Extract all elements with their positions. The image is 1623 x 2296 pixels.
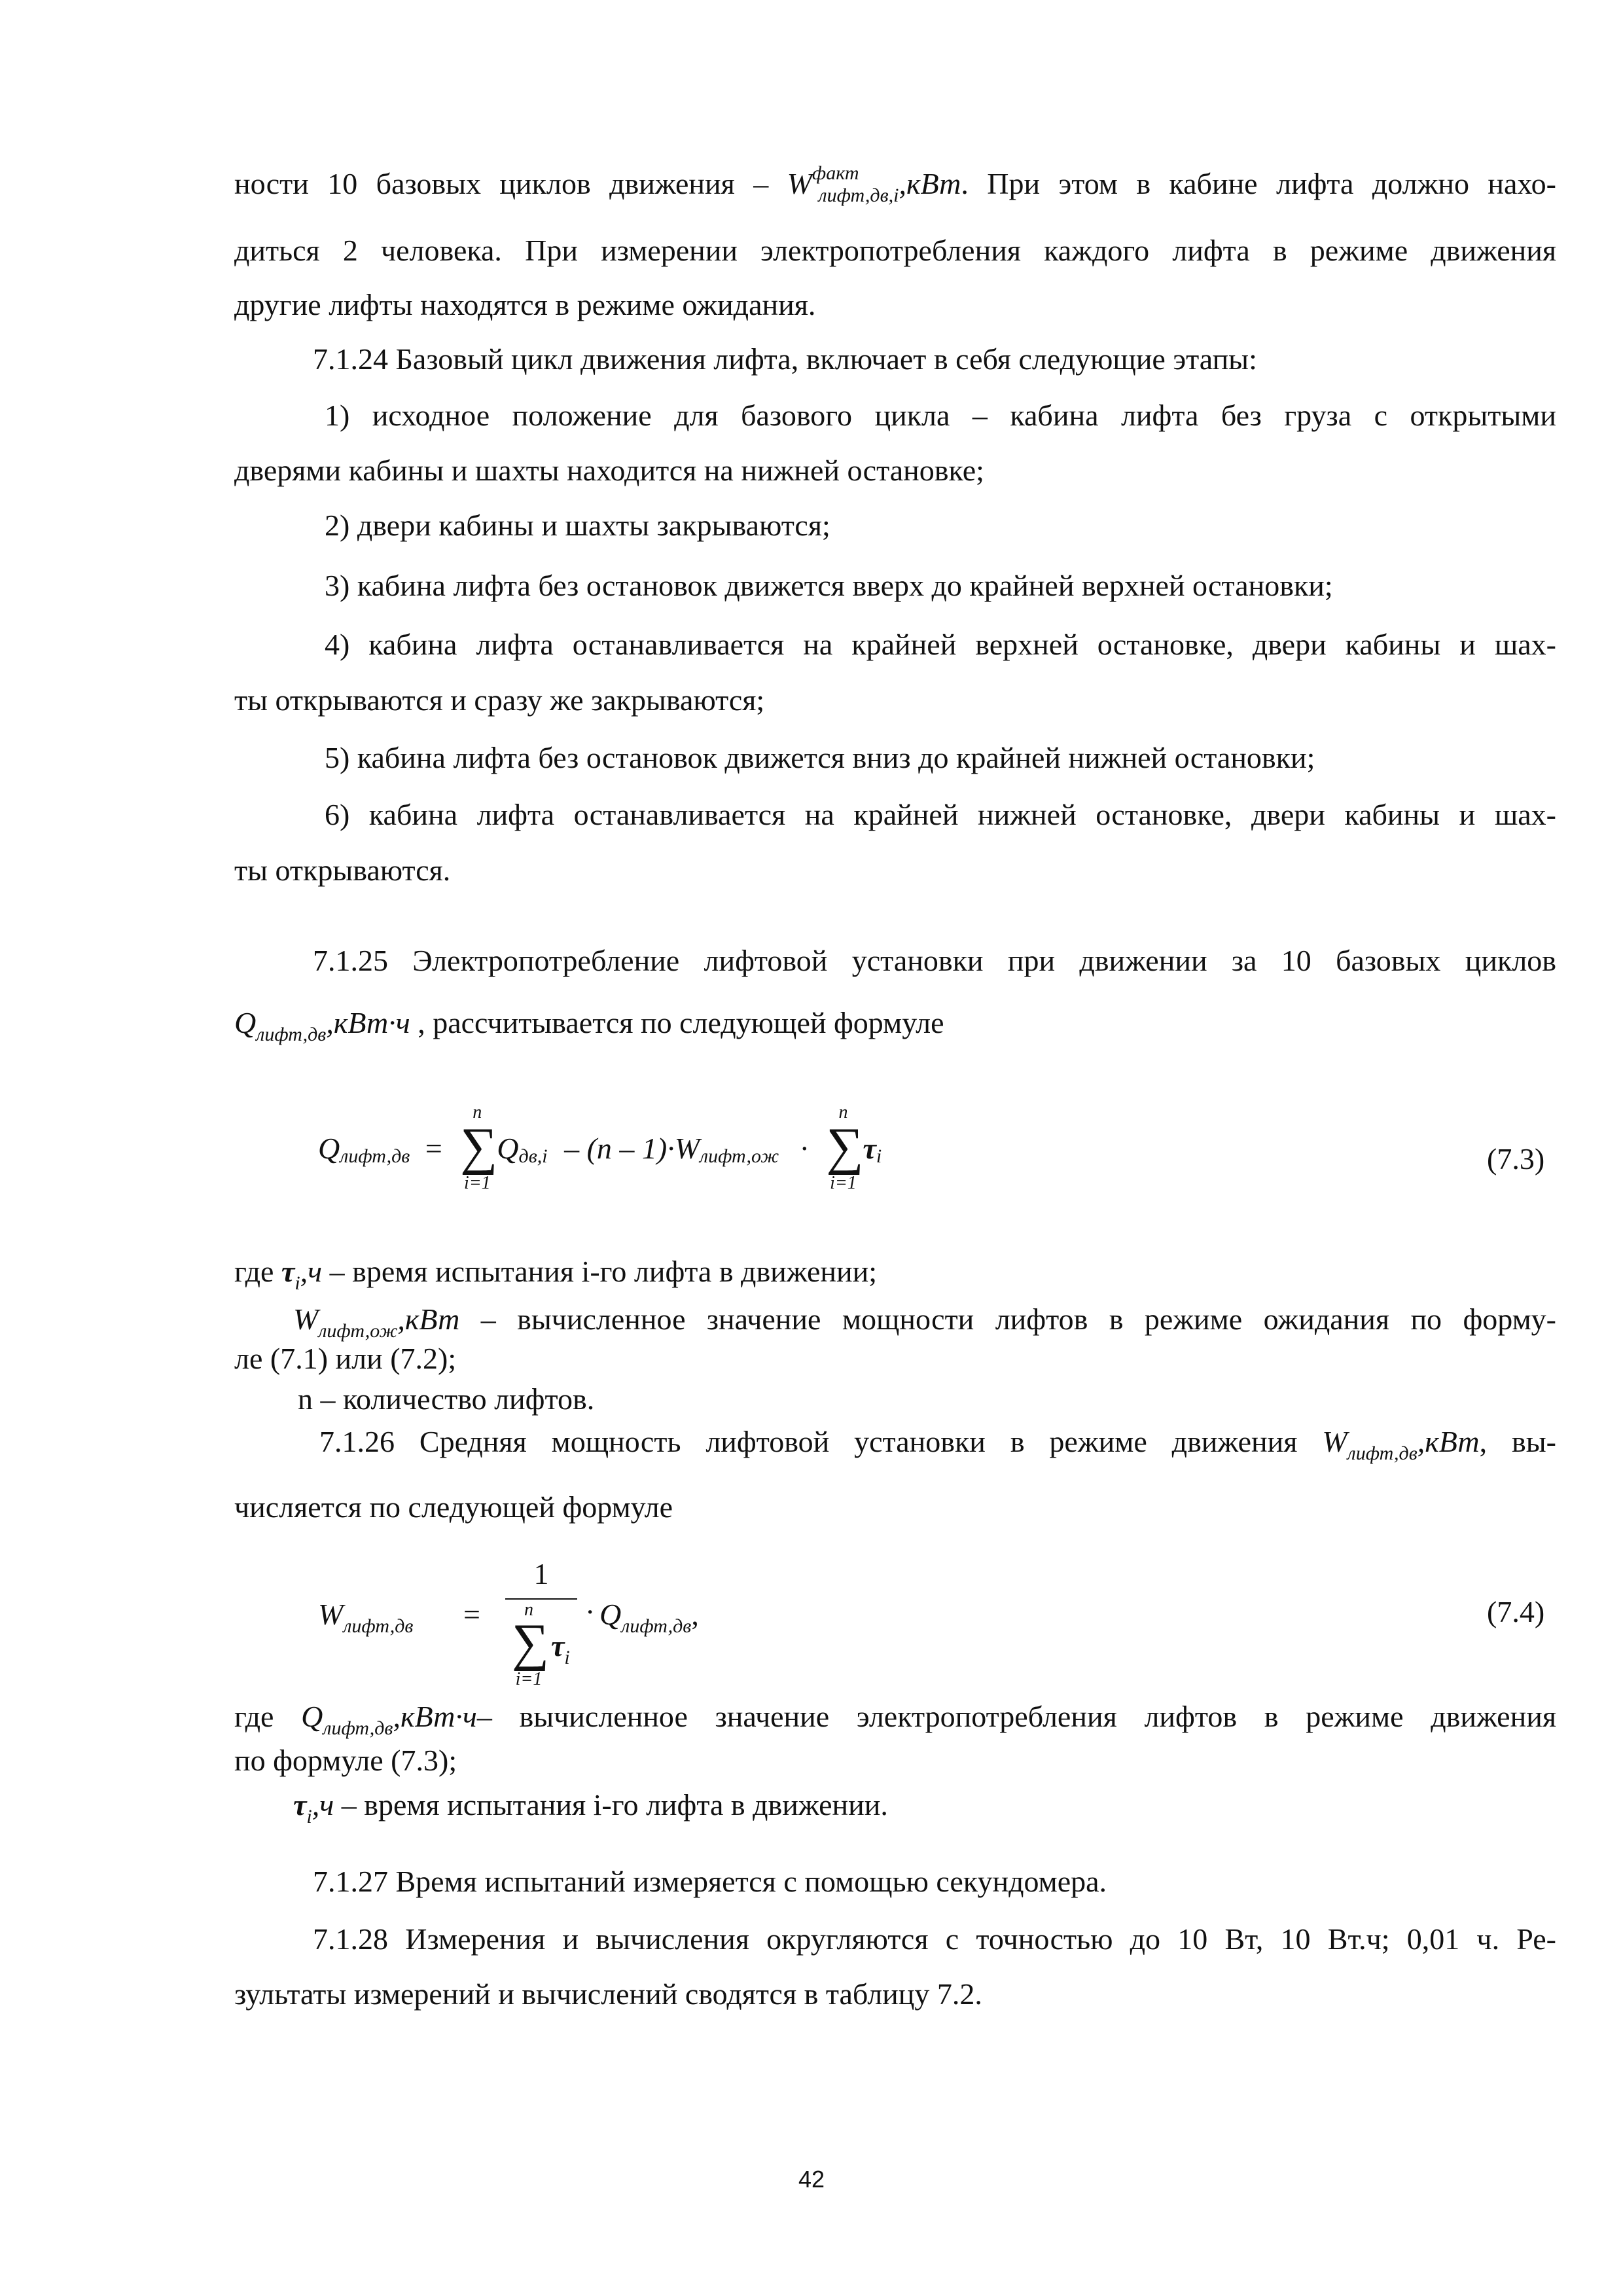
subscript-lift-dv-2: лифт,дв: [1347, 1443, 1418, 1464]
line-1-tail: . При этом в кабине лифта должно нахо-: [961, 167, 1556, 200]
list-item-6: 6) кабина лифта останавливается на крайней нижней остановке, двери кабины и шах-: [325, 798, 1556, 831]
line-22-where: где: [234, 1700, 302, 1733]
f73-sum-1: [457, 1102, 498, 1193]
text-line-1: [234, 162, 1556, 206]
text-line-18: ле (7.1) или (7.2);: [234, 1342, 457, 1375]
paragraph-7-1-28: 7.1.28 Измерения и вычисления округляются с точностью до 10 Вт, 10 Вт.ч; 0,01 ч. Ре-: [313, 1922, 1556, 1956]
line-16-tail: – время испытания i-го лифта в движении;: [322, 1255, 878, 1288]
text-line-13: ты открываются.: [234, 853, 451, 887]
f74-sum-sign: ∑: [512, 1614, 550, 1672]
f73-tau: τ: [863, 1132, 876, 1165]
f74-Q: Q: [599, 1598, 622, 1631]
text-line-15: [234, 1006, 944, 1045]
f74-sum: [509, 1600, 550, 1689]
unit-kw-dv: ,кВт: [1417, 1425, 1480, 1458]
f74-W-sub: лифт,дв: [343, 1615, 414, 1637]
f73-Q-sub: лифт,дв: [340, 1145, 410, 1167]
list-item-3: 3) кабина лифта без остановок движется вверх до крайней верхней остановки;: [325, 569, 1333, 602]
line-20-tail: , вы-: [1479, 1425, 1556, 1458]
f74-equals: =: [463, 1598, 480, 1631]
line-15-tail: , рассчитывается по следующей формуле: [410, 1006, 944, 1039]
tau-subscript-2: i: [306, 1806, 312, 1827]
f73-Qdv-sub: дв,i: [518, 1145, 548, 1167]
f74-W-group: [318, 1598, 414, 1637]
unit-kw-oj: ,кВт: [397, 1302, 460, 1336]
subscript-lift-oj: лифт,ож: [318, 1320, 398, 1342]
tau-subscript: i: [294, 1272, 300, 1294]
f73-equals: =: [425, 1132, 442, 1165]
unit-kwh-2: ,кВт·ч: [393, 1700, 477, 1733]
f73-tau-sub: i: [876, 1145, 882, 1167]
f74-comma: ,: [691, 1598, 699, 1631]
paragraph-7-1-25: 7.1.25 Электропотребление лифтовой установки при движении за 10 базовых циклов: [313, 944, 1556, 977]
line-22-tail: – вычисленное значение электропотребления лифтов в режиме движения: [476, 1700, 1556, 1733]
f73-sum-2: [823, 1102, 864, 1193]
subscript-lift-dv-3: лифт,дв: [323, 1717, 393, 1739]
f73-W: W: [674, 1132, 700, 1165]
symbol-W-oj: W: [293, 1302, 319, 1336]
f74-tau-sub: i: [564, 1647, 570, 1668]
symbol-tau: τ: [281, 1255, 295, 1288]
f74-Q-group: [599, 1598, 699, 1637]
f74-sum-lower: i=1: [515, 1669, 543, 1689]
symbol-W: W: [787, 167, 812, 200]
f73-sum-2-lower: i=1: [830, 1173, 857, 1193]
f74-Q-sub: лифт,дв: [621, 1615, 692, 1637]
text-line-27: зультаты измерений и вычислений сводятся в таблицу 7.2.: [234, 1977, 982, 2011]
f73-sum-1-lower: i=1: [463, 1173, 491, 1193]
f74-W: W: [318, 1598, 344, 1631]
list-item-2: 2) двери кабины и шахты закрываются;: [325, 509, 830, 542]
list-item-1: 1) исходное положение для базового цикла – кабина лифта без груза с открытыми: [325, 399, 1556, 432]
f74-tau-group: [551, 1629, 570, 1668]
f73-sum-2-upper: n: [838, 1102, 848, 1122]
formula-7-3: [318, 1102, 882, 1198]
f74-sum-upper: n: [524, 1600, 533, 1620]
line-20-text: 7.1.26 Средняя мощность лифтовой установки в режиме движения: [319, 1425, 1323, 1458]
line-16-where: где: [234, 1255, 281, 1288]
text-line-16: [234, 1255, 878, 1294]
symbol-W-dv: W: [1322, 1425, 1347, 1458]
text-line-19: n – количество лифтов.: [298, 1382, 595, 1416]
text-line-24: [293, 1788, 888, 1827]
superscript-fact: факт: [812, 162, 859, 184]
unit-kwh: ,кВт·ч: [326, 1006, 410, 1039]
unit-hour: ,ч: [300, 1255, 323, 1288]
list-item-5: 5) кабина лифта без остановок движется вниз до крайней нижней остановки;: [325, 741, 1315, 774]
f73-W-sub: лифт,ож: [700, 1145, 779, 1167]
list-item-4: 4) кабина лифта останавливается на крайней верхней остановке, двери кабины и шах-: [325, 628, 1556, 661]
symbol-Q: Q: [234, 1006, 257, 1039]
f73-dot: ·: [799, 1132, 810, 1165]
formula-7-3-number: (7.3): [1487, 1142, 1545, 1175]
f73-sum-2-sign: ∑: [826, 1118, 864, 1175]
symbol-Q-2: Q: [301, 1700, 323, 1733]
page-number: 42: [798, 2166, 825, 2193]
line-17-tail: – вычисленное значение мощности лифтов в режиме ожидания по форму-: [459, 1302, 1556, 1336]
text-line-2: диться 2 человека. При измерении электропотребления каждого лифта в режиме движения: [234, 234, 1556, 267]
text-line-3: другие лифты находятся в режиме ожидания.: [234, 288, 816, 321]
f74-tau: τ: [551, 1629, 565, 1662]
unit-kw: ,кВт: [899, 167, 961, 200]
text-line-22: [234, 1700, 1556, 1739]
subscript-lift: лифт,дв,i: [818, 185, 899, 206]
text-line-17: [293, 1302, 1556, 1342]
line-24-tail: – время испытания i-го лифта в движении.: [334, 1788, 888, 1821]
text-line-10: ты открываются и сразу же закрываются;: [234, 683, 765, 717]
f74-fraction-bar: [505, 1598, 577, 1600]
paragraph-7-1-27: 7.1.27 Время испытаний измеряется с помощью секундомера.: [313, 1865, 1107, 1898]
f73-sum-1-sign: ∑: [460, 1118, 498, 1175]
symbol-tau-2: τ: [293, 1788, 307, 1821]
paragraph-7-1-26: [319, 1425, 1556, 1464]
f74-numerator: 1: [533, 1557, 549, 1590]
f73-sum-1-upper: n: [473, 1102, 482, 1122]
unit-hour-2: ,ч: [312, 1788, 334, 1821]
subscript-lift-dv: лифт,дв: [256, 1024, 327, 1045]
f74-dot: ·: [585, 1595, 596, 1628]
paragraph-7-1-24: 7.1.24 Базовый цикл движения лифта, включает в себя следующие этапы:: [313, 342, 1257, 376]
f73-Qdv: Q: [497, 1132, 519, 1165]
line-1-text: ности 10 базовых циклов движения –: [234, 167, 787, 200]
f73-Q: Q: [318, 1132, 340, 1165]
text-line-6: дверями кабины и шахты находится на нижней остановке;: [234, 454, 984, 487]
formula-7-4-number: (7.4): [1487, 1595, 1545, 1628]
text-line-23: по формуле (7.3);: [234, 1744, 457, 1777]
text-line-21: числяется по следующей формуле: [234, 1490, 673, 1524]
f73-n-minus-1: – (n – 1)·: [564, 1132, 675, 1165]
